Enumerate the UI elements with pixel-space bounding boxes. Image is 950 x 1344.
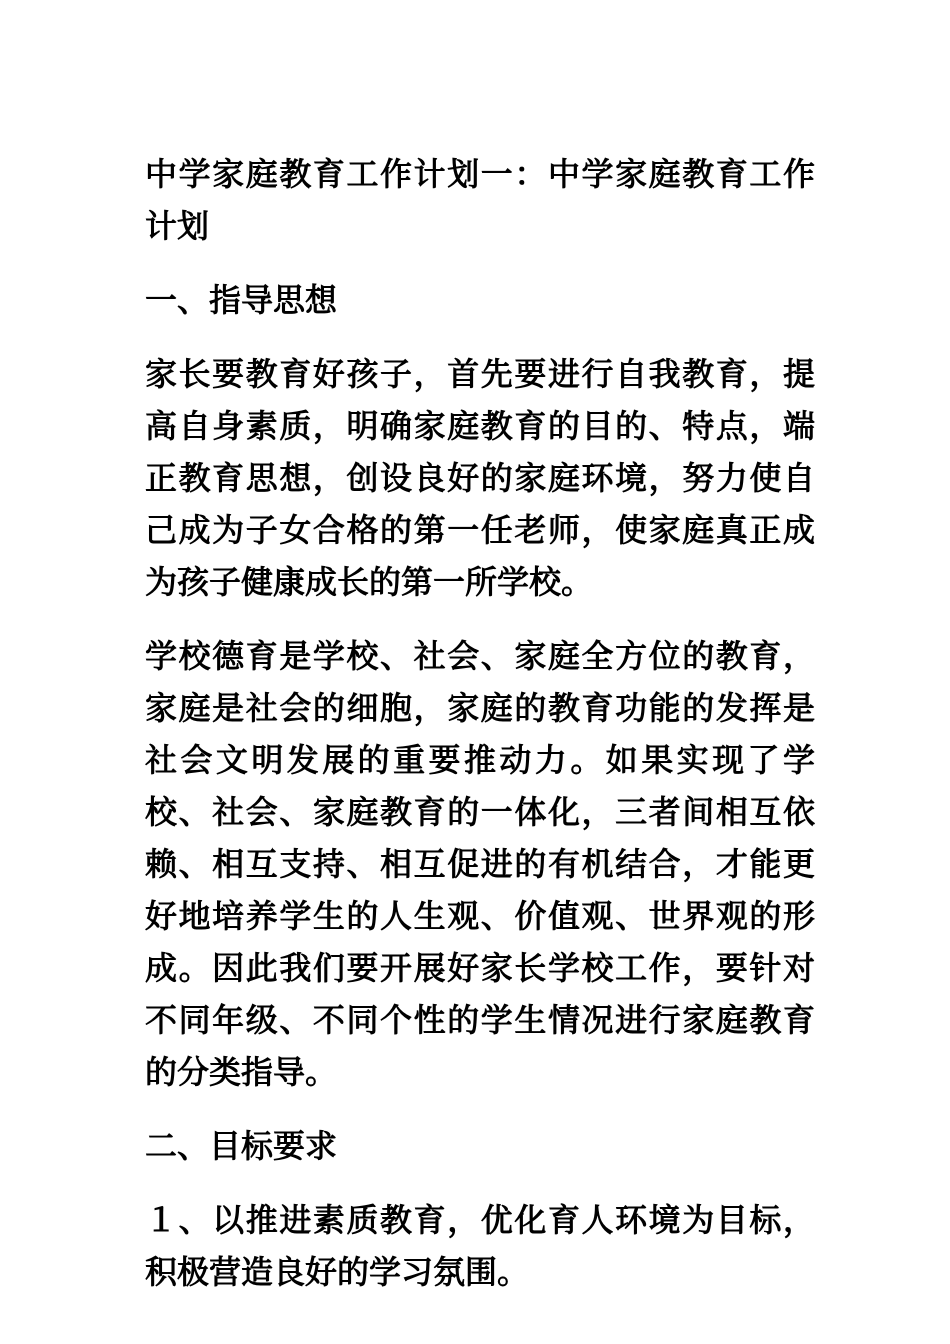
body-paragraph-moral-education: 学校德育是学校、社会、家庭全方位的教育，家庭是社会的细胞，家庭的教育功能的发挥是社会文明发展的重要推动力。如果实现了学校、社会、家庭教育的一体化，三者间相互依赖、相互支持、相互促进的有机结合，才能更好地培养学生的人生观、价值观、世界观的形成。因此我们要开展好家长学校工作，要针对不同年级、不同个性的学生情况进行家庭教育的分类指导。: [145, 637, 815, 1091]
section-heading-goals: 二、目标要求: [145, 1127, 338, 1165]
list-item-goal-1: １、以推进素质教育，优化育人环境为目标，积极营造良好的学习氛围。: [145, 1201, 815, 1291]
section-heading-guiding-thought: 一、指导思想: [145, 281, 338, 319]
document-page: [145, 148, 815, 1320]
body-paragraph-self-education: 家长要教育好孩子，首先要进行自我教育，提高自身素质，明确家庭教育的目的、特点，端正教育思想，创设良好的家庭环境，努力使自己成为子女合格的第一任老师，使家庭真正成为孩子健康成长的第一所学校。: [145, 355, 815, 601]
document-title: 中学家庭教育工作计划一：中学家庭教育工作计划: [145, 155, 815, 245]
